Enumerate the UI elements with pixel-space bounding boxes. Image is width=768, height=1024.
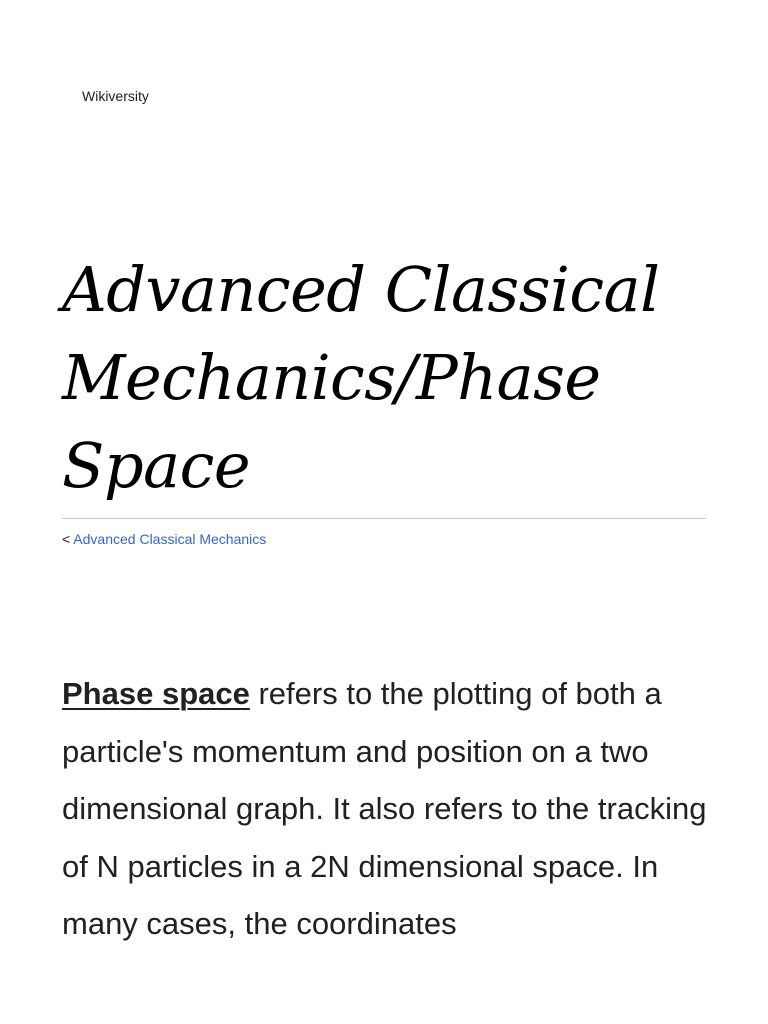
phase-space-link[interactable]: Phase space [62,676,250,711]
title-divider [62,518,706,519]
article-body-text: refers to the plotting of both a particle's momentum and position on a two dimensional graph. It also refers to the tracking of N particles in a 2N dimensional space. In many cases, the coordinates [62,676,707,941]
site-name[interactable]: Wikiversity [82,88,149,104]
breadcrumb-parent-link[interactable]: Advanced Classical Mechanics [73,531,267,547]
breadcrumb [62,530,266,548]
article-paragraph [62,665,712,953]
breadcrumb-prefix: < [62,531,74,547]
page-title: Advanced Classical Mechanics/Phase Space [62,253,660,502]
